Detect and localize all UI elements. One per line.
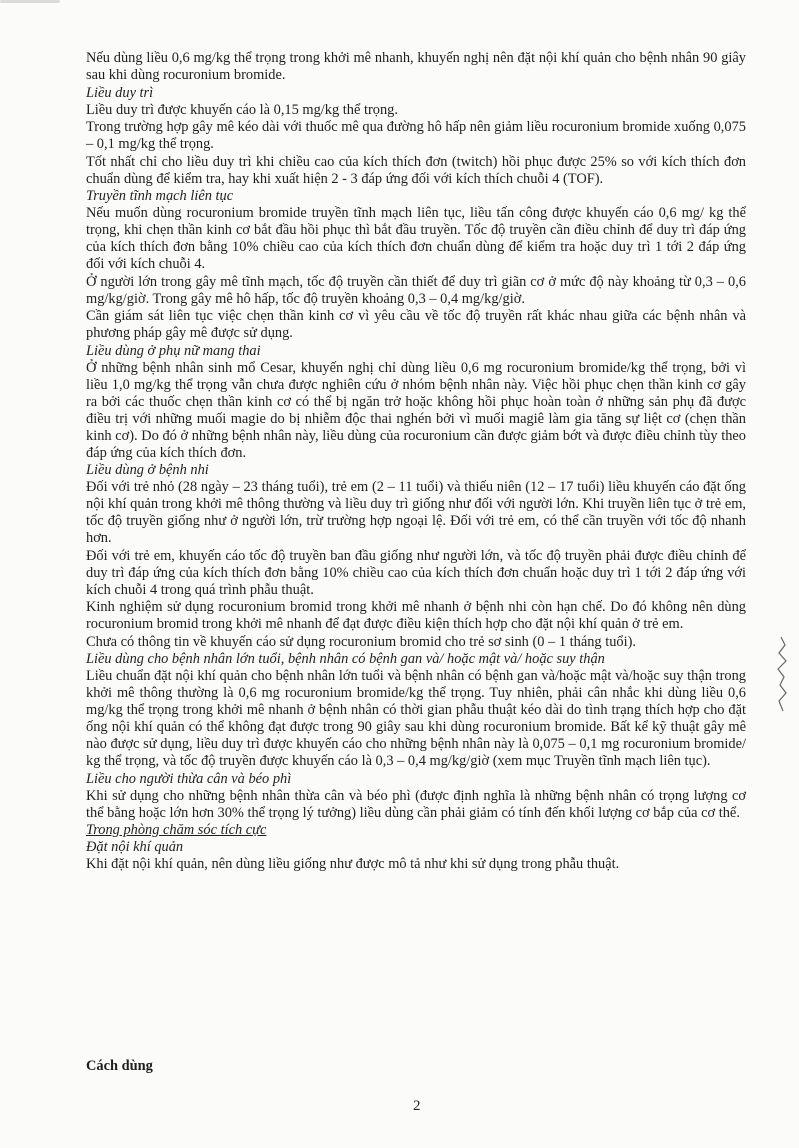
paragraph: Nếu muốn dùng rocuronium bromide truyền tĩnh mạch liên tục, liều tấn công được khuyến cáo 0,6 mg/ kg thể trọng, khi chẹn thần kinh cơ bắt đầu hồi phục thì bắt đầu truyền. Tốc độ truyền cần điều chỉnh để duy trì đáp ứng của kích thích đơn bằng 10% chiều cao của kích thích đơn chuẩn dùng để kiểm tra hoặc duy trì 1 tới 2 đáp ứng đối với kích chuỗi 4. [86,205,746,272]
section-heading: Liều duy trì [86,84,154,101]
paragraph: Khi đặt nội khí quản, nên dùng liều giống như được mô tả như khi sử dụng trong phẫu thuật. [86,856,620,872]
section-heading: Liều dùng ở phụ nữ mang thai [86,342,261,359]
scan-artifact [0,0,60,3]
section-heading: Đặt nội khí quản [86,839,184,855]
section-heading: Truyền tĩnh mạch liên tục [86,188,234,204]
paragraph: Ở người lớn trong gây mê tĩnh mạch, tốc độ truyền cần thiết để duy trì giãn cơ ở mức độ này khoảng từ 0,3 – 0,6 mg/kg/giờ. Trong gây mê hô hấp, tốc độ truyền khoảng 0,3 – 0,4 mg/kg/giờ. [86,273,746,307]
paragraph: Tốt nhất chỉ cho liều duy trì khi chiều cao của kích thích đơn (twitch) hồi phục được 25% so với kích thích đơn chuẩn dùng để kiểm tra, hay khi xuất hiện 2 - 3 đáp ứng đối với kích thích chuỗi 4 (TOF). [86,153,746,187]
section-heading: Liều dùng ở bệnh nhi [86,462,209,478]
paragraph: Nếu dùng liều 0,6 mg/kg thể trọng trong khởi mê nhanh, khuyến nghị nên đặt nội khí quản cho bệnh nhân 90 giây sau khi dùng rocuronium bromide. [86,50,746,83]
paragraph: Liều chuẩn đặt nội khí quản cho bệnh nhân lớn tuổi và bệnh nhân có bệnh gan và/hoặc mật và/hoặc suy thận trong khởi mê thông thường là 0,6 mg rocuronium bromide/kg thể trọng. Tuy nhiên, phải cân nhắc khi dùng liều 0,6 mg/kg thể trọng trong khởi mê nhanh ở bệnh nhân có thời gian phẫu thuật kéo dài do tình trạng thích hợp cho đặt ống nội khí quản có thể không đạt được trong 90 giây sau khi dùng rocuronium bromide. Bất kể kỹ thuật gây mê nào được sử dụng, liều duy trì được khuyến cáo cho những bệnh nhân này là 0,075 – 0,1 mg rocuronium bromide/ kg thể trọng, và tốc độ truyền được khuyến cáo là 0,3 – 0,4 mg/kg/giờ (xem mục Truyền tĩnh mạch liên tục). [86,668,746,769]
section-title: Cách dùng [86,1058,153,1074]
paragraph: Chưa có thông tin về khuyến cáo sử dụng rocuronium bromid cho trẻ sơ sinh (0 – 1 tháng tuổi). [86,633,636,650]
paragraph: Đối với trẻ nhỏ (28 ngày – 23 tháng tuổi), trẻ em (2 – 11 tuổi) và thiếu niên (12 – 17 tuổi) liều khuyến cáo đặt ống nội khí quản trong khởi mê thông thường và liều duy trì giống như đối với người lớn. Khi truyền liên tục ở trẻ em, tốc độ truyền giống như ở người lớn, trừ trường hợp ngoại lệ. Đối với trẻ em, có thể cần truyền với tốc độ nhanh hơn. [86,479,746,546]
margin-scribble [771,635,791,715]
paragraph: Khi sử dụng cho những bệnh nhân thừa cân và béo phì (được định nghĩa là những bệnh nhân có trọng lượng cơ thể bằng hoặc lớn hơn 30% thể trọng lý tưởng) liều dùng cần phải giảm có tính đến khối lượng cơ bắp của cơ thể. [86,787,746,821]
paragraph: Đối với trẻ em, khuyến cáo tốc độ truyền ban đầu giống như người lớn, và tốc độ truyền phải được điều chỉnh để duy trì đáp ứng của kích thích đơn bằng 10% chiều cao của kích thích đơn chuẩn hoặc duy trì 1 tới 2 đáp ứng với kích chuỗi 4 trong quá trình phẫu thuật. [86,547,746,598]
paragraph: Liều duy trì được khuyến cáo là 0,15 mg/kg thể trọng. [86,101,398,118]
page-number: 2 [413,1098,421,1114]
paragraph: Kinh nghiệm sử dụng rocuronium bromid trong khởi mê nhanh ở bệnh nhi còn hạn chế. Do đó không nên dùng rocuronium bromid trong khởi mê nhanh để đạt được điều kiện thích hợp cho đặt nội khí quản ở trẻ em. [86,599,746,632]
paragraph: Trong trường hợp gây mê kéo dài với thuốc mê qua đường hô hấp nên giảm liều rocuronium bromide xuống 0,075 – 0,1 mg/kg thể trọng. [86,119,746,152]
paragraph: Ở những bệnh nhân sinh mổ Cesar, khuyến nghị chỉ dùng liều 0,6 mg rocuronium bromide/kg thể trọng, bởi vì liều 1,0 mg/kg thể trọng vẫn chưa được nghiên cứu ở nhóm bệnh nhân này. Việc hồi phục chẹn thần kinh cơ gây ra bởi các thuốc chẹn thần kinh cơ có thể bị ngăn trở hoặc không hồi phục hoàn toàn ở những sản phụ đã được điều trị với những muối magie do bị nhiễm độc thai nghén bởi vì muối magiê làm gia tăng sự liệt cơ (chẹn thần kinh cơ). Do đó ở những bệnh nhân này, liều dùng của rocuronium cần được giảm bớt và được điều chỉnh tùy theo đáp ứng của kích thích đơn. [86,359,746,461]
section-heading: Liều dùng cho bệnh nhân lớn tuổi, bệnh nhân có bệnh gan và/ hoặc mật và/ hoặc suy thận [86,651,605,667]
document-body [86,50,746,874]
section-heading: Liều cho người thừa cân và béo phì [86,770,292,787]
section-heading: Trong phòng chăm sóc tích cực [86,822,267,838]
paragraph: Cần giám sát liên tục việc chẹn thần kinh cơ vì yêu cầu về tốc độ truyền rất khác nhau giữa các bệnh nhân và phương pháp gây mê được sử dụng. [86,308,746,341]
